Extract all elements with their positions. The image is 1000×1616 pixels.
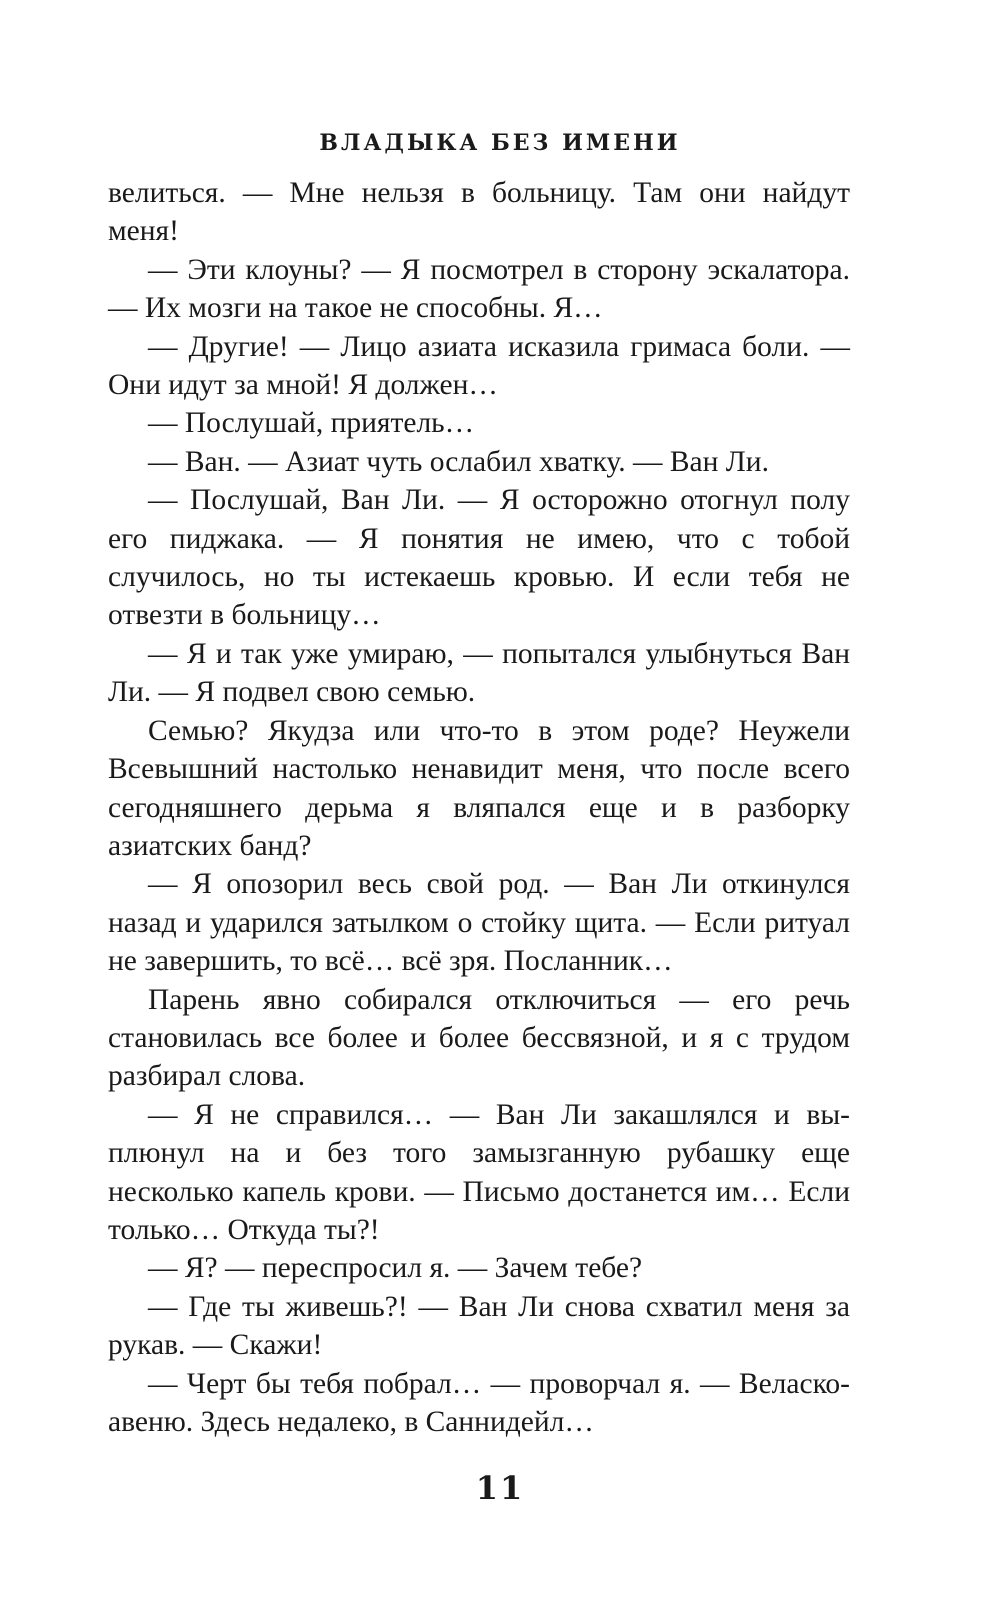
- paragraph: велиться. — Мне нельзя в больницу. Там они найдут меня!: [108, 177, 850, 248]
- paragraph: — Я не справился… — Ван Ли закашлялся и выплюнул на и без того замызганную рубашку еще несколько капель крови. — Письмо достанется им… Если только… Откуда ты?!: [108, 1098, 850, 1246]
- paragraph: — Эти клоуны? — Я посмотрел в сторону эскалатора. — Их мозги на такое не способны. Я…: [108, 253, 850, 325]
- paragraph: — Послушай, приятель…: [148, 407, 475, 440]
- paragraph: — Ван. — Азиат чуть ослабил хватку. — Ван Ли.: [148, 445, 769, 478]
- paragraph: — Я опозорил весь свой род. — Ван Ли откинулся назад и ударился затылком о стойку щита. — Если ритуал не завершить, то всё… всё зря. Посланник…: [108, 868, 850, 978]
- paragraph: — Послушай, Ван Ли. — Я осторожно отогнул полу его пиджака. — Я понятия не имею, что с тобой случилось, но ты истекаешь кровью. И если тебя не отвезти в больницу…: [108, 484, 850, 632]
- page-number: 11: [475, 1469, 525, 1507]
- paragraph: — Я? — переспросил я. — Зачем тебе?: [148, 1252, 643, 1285]
- running-title: ВЛАДЫКА БЕЗ ИМЕНИ: [319, 130, 681, 156]
- paragraph: Семью? Якудза или что-то в этом роде? Неужели Всевышний настолько ненавидит меня, что после всего сегодняшнего дерьма я вляпался еще и в разборку азиатских банд?: [108, 714, 850, 862]
- paragraph: Парень явно собирался отключиться — его речь становилась все более и более бессвязной, и я с трудом разбирал слова.: [108, 983, 850, 1093]
- body-text: [108, 174, 850, 1441]
- paragraph: — Черт бы тебя побрал… — проворчал я. — Веласко-авеню. Здесь недалеко, в Саннидейл…: [108, 1367, 850, 1438]
- paragraph: — Где ты живешь?! — Ван Ли снова схватил меня за рукав. — Скажи!: [108, 1290, 850, 1362]
- paragraph: — Другие! — Лицо азиата исказила гримаса боли. — Они идут за мной! Я должен…: [108, 330, 850, 402]
- paragraph: — Я и так уже умираю, — попытался улыбнуться Ван Ли. — Я подвел свою семью.: [108, 637, 850, 709]
